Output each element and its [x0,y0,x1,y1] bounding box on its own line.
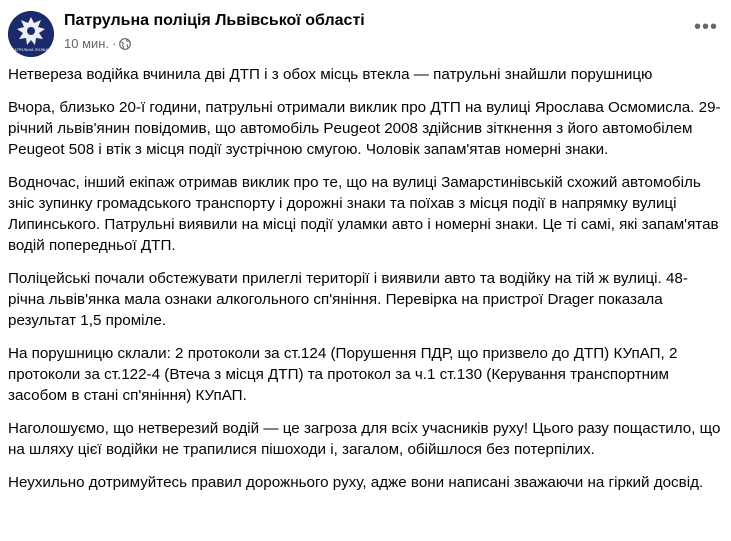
police-badge-icon [8,11,54,57]
post-body [8,64,723,505]
post-paragraph: Неухильно дотримуйтесь правил дорожнього руху, адже вони написані зважаючи на гіркий досвід. [8,474,704,491]
meta-separator: · [112,36,117,51]
post-meta [64,36,131,53]
post-header [8,10,723,58]
post-paragraph: Наголошуємо, що нетверезий водій — це загроза для всіх учасників руху! Цього разу пощастило, що на шляху цієї водійки не трапилися пішоходи і, загалом, обійшлося без потерпілих. [8,420,721,458]
globe-icon[interactable] [119,38,131,53]
avatar-caption: ПАТРУЛЬНА ПОЛІЦІЯ [11,48,51,52]
post-paragraph: Водночас, інший екіпаж отримав виклик про те, що на вулиці Замарстинівській схожий автомобіль зніс зупинку громадського транспорту і дорожні знаки та поїхав з місця події в напрямку вулиці Липинського. Патрульні виявили на місці події уламки авто і номерні знаки. Це ті самі, які запам'ятав водій попередньої ДТП. [8,174,719,254]
post-paragraph: На порушницю склали: 2 протоколи за ст.124 (Порушення ПДР, що призвело до ДТП) КУпАП, 2 протоколи за ст.122-4 (Втеча з місця ДТП) та протокол за ч.1 ст.130 (Керування транспортним засобом в стані сп'яніння) КУпАП. [8,345,678,404]
post-paragraph: Нетвереза водійка вчинила дві ДТП і з обох місць втекла — патрульні знайшли порушницю [8,66,653,83]
post-timestamp[interactable]: 10 мин. [64,36,110,51]
page-avatar[interactable] [8,11,54,57]
post-paragraph: Вчора, близько 20-ї години, патрульні отримали виклик про ДТП на вулиці Ярослава Осмомисла. 29-річний львів'янин повідомив, що автомобіль Peugeot 2008 здійснив зіткнення з його автомобілем Peugeot 508 і втік з місця події зустрічною смугою. Чоловік запам'ятав номерні знаки. [8,99,721,158]
page-name-link[interactable]: Патрульна поліція Львівської області [64,12,365,29]
post-paragraph: Поліцейські почали обстежувати прилеглі території і виявили авто та водійку на тій ж вулиці. 48-річна львів'янка мала ознаки алкогольного сп'яніння. Перевірка на пристрої Drager показала результат 1,5 проміле. [8,270,688,329]
more-options-icon[interactable]: ••• [693,16,718,38]
